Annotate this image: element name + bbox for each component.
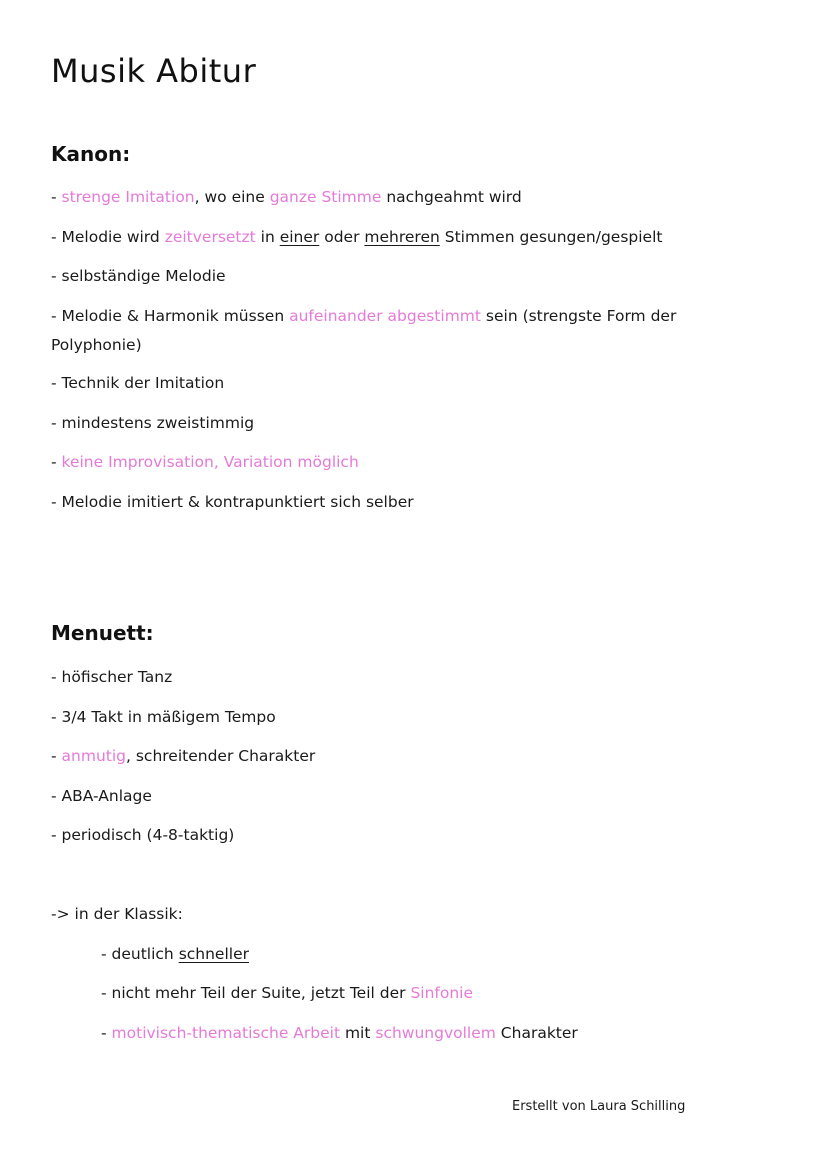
author-credit: Erstellt von Laura Schilling (512, 1099, 686, 1114)
highlight-text: Sinfonie (410, 984, 474, 1002)
highlight-text: schwungvollem (375, 1024, 496, 1042)
underlined-text: mehreren (364, 228, 440, 246)
highlight-text: keine Improvisation, Variation möglich (61, 453, 359, 471)
highlight-text: strenge Imitation (61, 188, 195, 206)
menuett-line-2: - 3/4 Takt in mäßigem Tempo (51, 708, 276, 726)
kanon-line-6: - mindestens zweistimmig (51, 414, 255, 432)
page-title: Musik Abitur (51, 52, 257, 90)
kanon-line-1: - strenge Imitation, wo eine ganze Stimme nachgeahmt wird (51, 188, 522, 206)
highlight-text: zeitversetzt (164, 228, 256, 246)
menuett-line-4: - ABA-Anlage (51, 787, 152, 805)
highlight-text: ganze Stimme (269, 188, 382, 206)
menuett-line-3: - anmutig, schreitender Charakter (51, 747, 316, 765)
underlined-text: einer (279, 228, 320, 246)
kanon-line-5: - Technik der Imitation (51, 374, 225, 392)
klassik-subheading: -> in der Klassik: (51, 905, 183, 923)
highlight-text: aufeinander abgestimmt (289, 307, 481, 325)
kanon-line-2: - Melodie wird zeitversetzt in einer oder mehreren Stimmen gesungen/gespielt (51, 228, 663, 246)
klassik-line-2: - nicht mehr Teil der Suite, jetzt Teil der Sinfonie (101, 984, 474, 1002)
kanon-line-8: - Melodie imitiert & kontrapunktiert sich selber (51, 493, 414, 511)
kanon-line-7: - keine Improvisation, Variation möglich (51, 453, 359, 471)
menuett-line-5: - periodisch (4-8-taktig) (51, 826, 235, 844)
menuett-heading: Menuett: (51, 621, 154, 645)
kanon-heading: Kanon: (51, 142, 131, 166)
klassik-line-1: - deutlich schneller (101, 945, 249, 963)
kanon-line-4: - Melodie & Harmonik müssen aufeinander abgestimmt sein (strengste Form der Polyphonie) (51, 307, 677, 354)
menuett-line-1: - höfischer Tanz (51, 668, 173, 686)
klassik-line-3: - motivisch-thematische Arbeit mit schwungvollem Charakter (101, 1024, 578, 1042)
highlight-text: motivisch-thematische Arbeit (111, 1024, 341, 1042)
kanon-line-3: - selbständige Melodie (51, 267, 226, 285)
underlined-text: schneller (178, 945, 249, 963)
highlight-text: anmutig (61, 747, 126, 765)
